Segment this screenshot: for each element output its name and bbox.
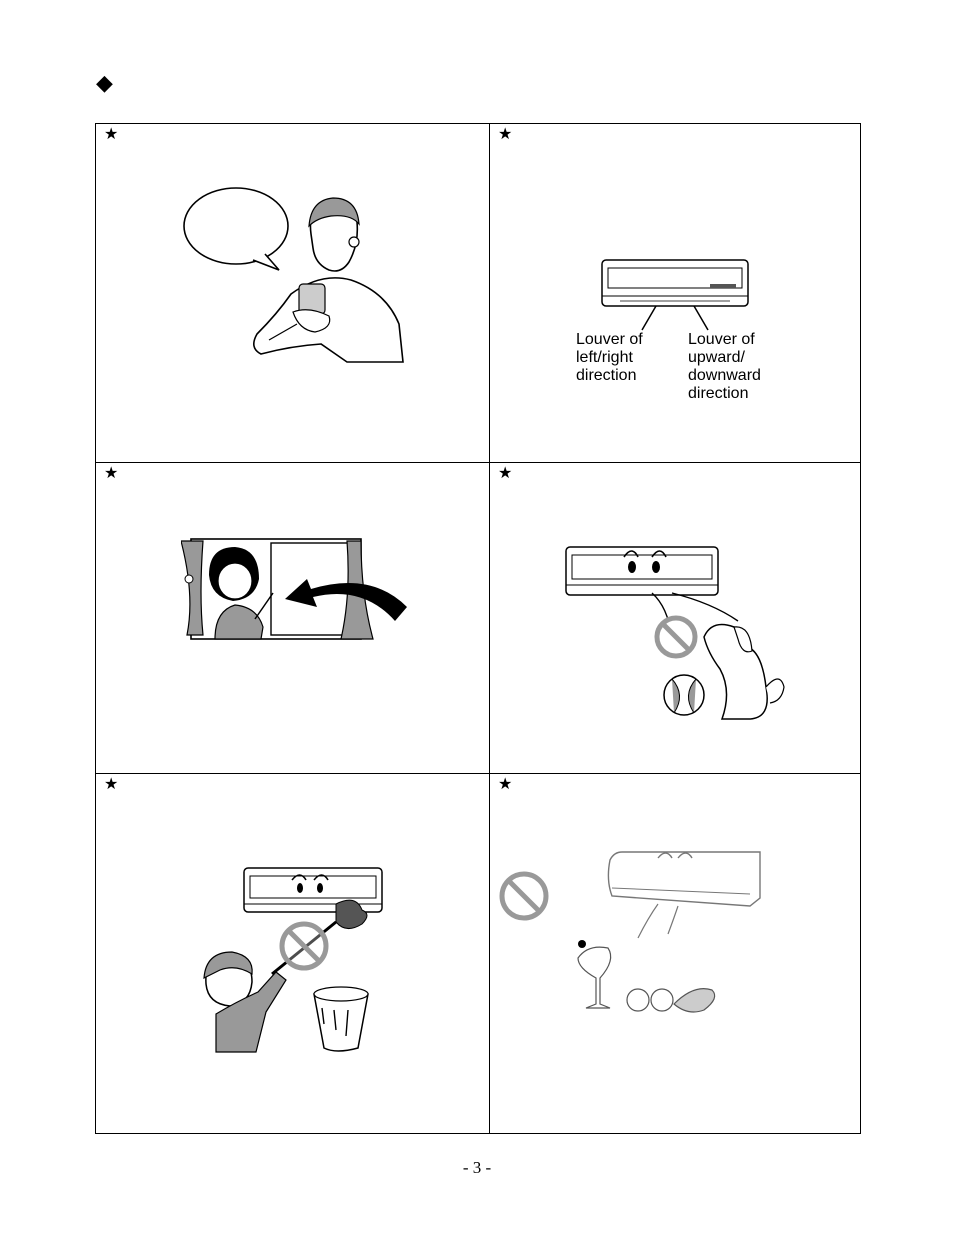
page-number: - 3 - bbox=[462, 1158, 492, 1177]
cell-no-direct-airflow bbox=[490, 463, 861, 774]
louver-up-down-label-line1: Louver of bbox=[688, 331, 755, 348]
louver-left-right-label-line2: left/right bbox=[576, 349, 633, 366]
cell-louver-directions bbox=[490, 124, 861, 463]
cell-no-water-cleaning bbox=[96, 774, 490, 1134]
louver-up-down-label-line3: downward bbox=[688, 367, 761, 384]
louver-up-down-label-line4: direction bbox=[688, 385, 749, 402]
man-with-remote-illustration bbox=[181, 184, 411, 369]
louver-left-right-label-line1: Louver of bbox=[576, 331, 643, 348]
child-spraying-unit-illustration bbox=[196, 864, 396, 1054]
section-bullet-icon: ◆ bbox=[96, 70, 113, 95]
star-icon: ★ bbox=[104, 465, 119, 482]
star-icon: ★ bbox=[498, 126, 513, 143]
star-icon: ★ bbox=[498, 465, 513, 482]
louver-left-right-label-line3: direction bbox=[576, 367, 637, 384]
dog-under-unit-illustration bbox=[562, 541, 792, 723]
louver-up-down-label-line2: upward/ bbox=[688, 349, 745, 366]
star-icon: ★ bbox=[104, 126, 119, 143]
indoor-unit-louver-diagram bbox=[570, 254, 780, 404]
cell-close-window bbox=[96, 463, 490, 774]
cell-remote-user bbox=[96, 124, 490, 463]
star-icon: ★ bbox=[104, 776, 119, 793]
girl-closing-window-illustration bbox=[181, 535, 411, 645]
cell-no-food-storage bbox=[490, 774, 861, 1134]
no-food-preservation-illustration bbox=[498, 848, 768, 1018]
star-icon: ★ bbox=[498, 776, 513, 793]
safety-illustration-grid bbox=[95, 123, 861, 1134]
